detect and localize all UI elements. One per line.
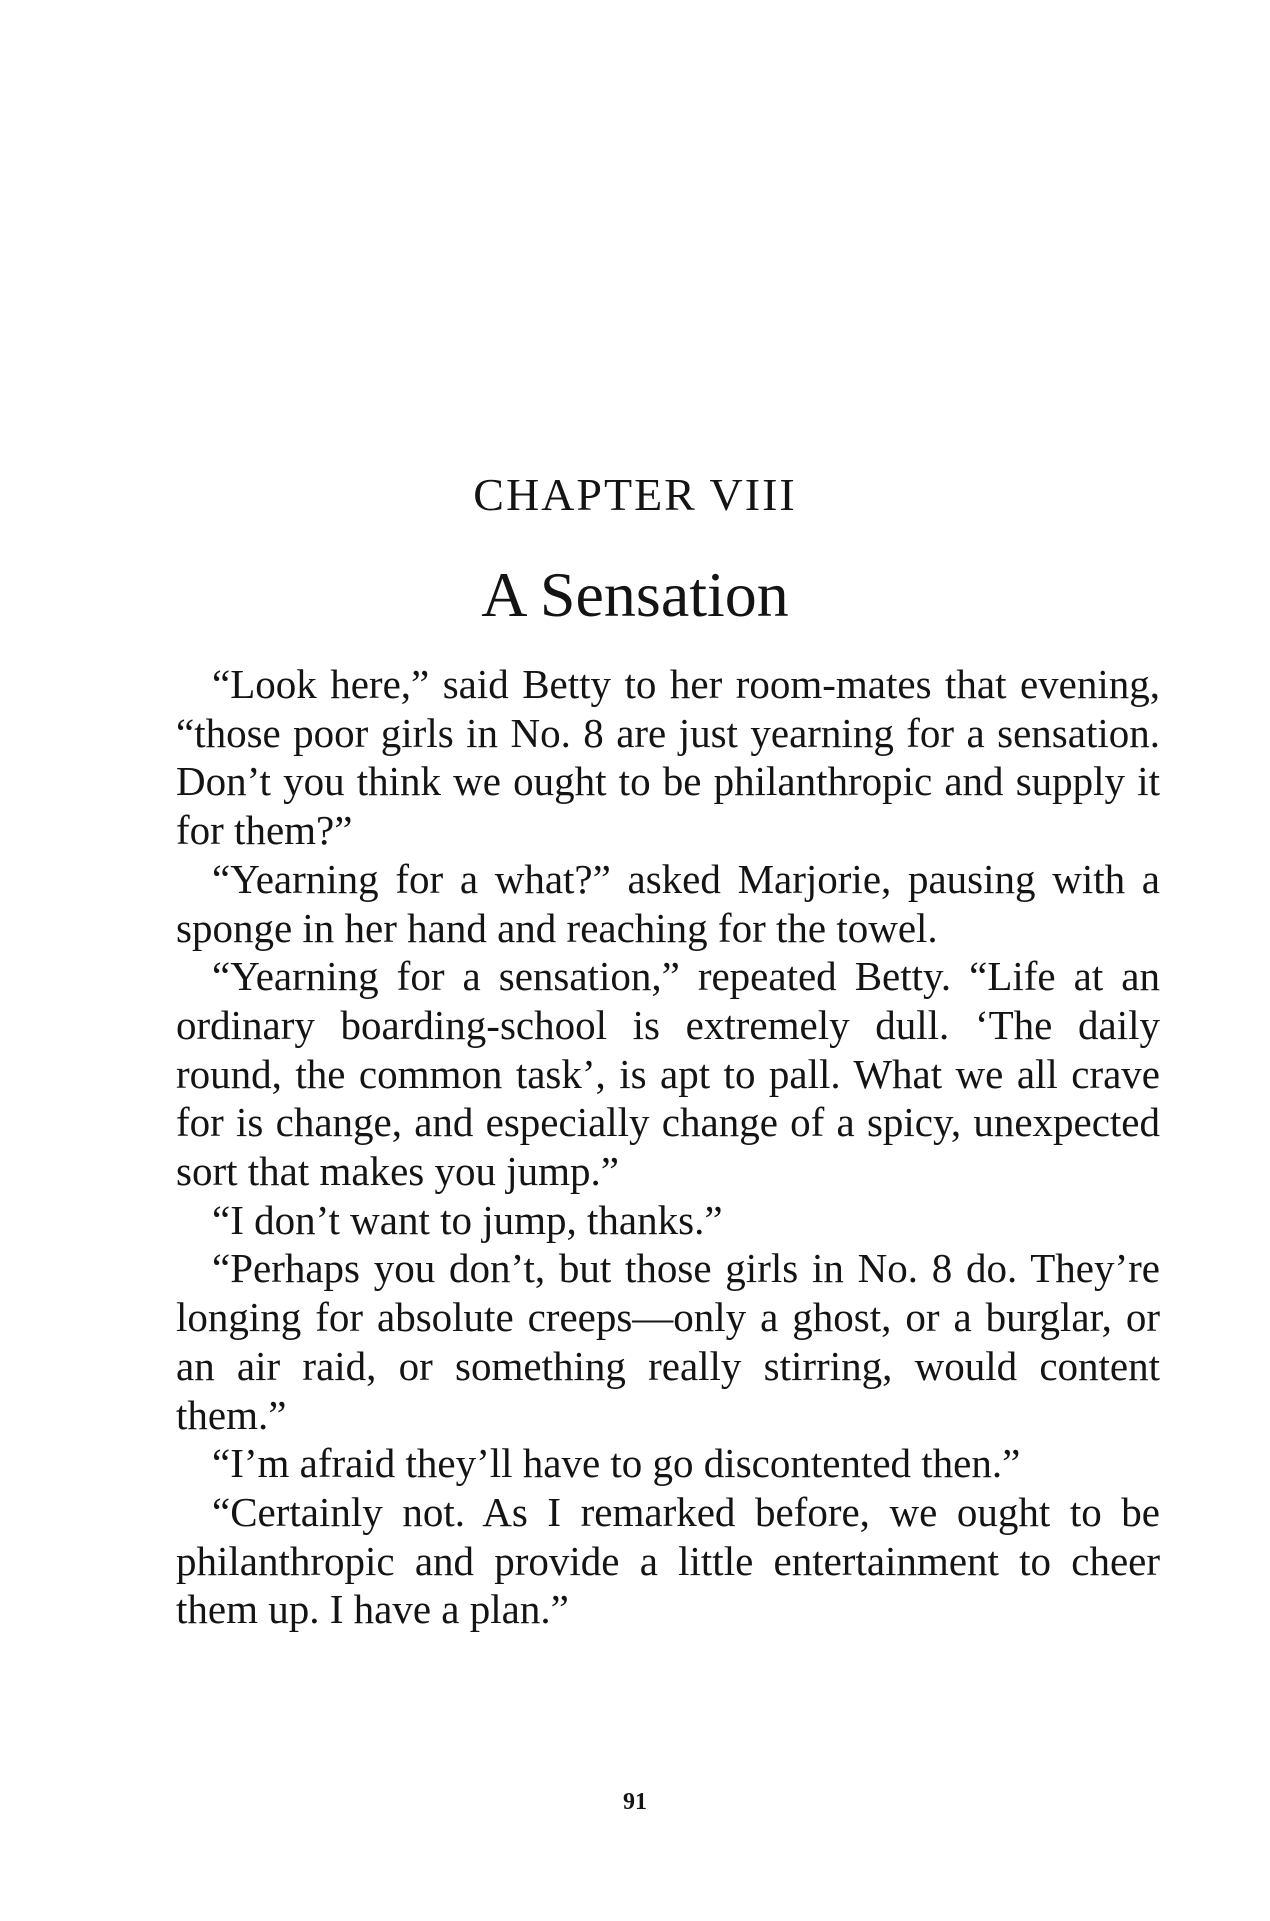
paragraph: “I don’t want to jump, thanks.” (212, 1196, 723, 1243)
chapter-number: CHAPTER VIII (473, 469, 797, 520)
paragraph: “Perhaps you don’t, but those girls in No. 8 do. They’re longing for absolute creeps—only a ghost, or a burglar, or an air raid, or something really stirring, would content them.” (176, 1245, 1160, 1438)
page-number: 91 (623, 1789, 647, 1815)
chapter-title: A Sensation (481, 559, 789, 630)
chapter-body (176, 660, 1160, 1634)
paragraph: “Look here,” said Betty to her room-mates that evening, “those poor girls in No. 8 are just yearning for a sensation. Don’t you think we ought to be philanthropic and supply it for them?” (176, 661, 1160, 854)
paragraph: “Yearning for a sensation,” repeated Betty. “Life at an ordinary boarding-school is extremely dull. ‘The daily round, the common task’, is apt to pall. What we all crave for is change, and especially change of a spicy, unexpected sort that makes you jump.” (176, 953, 1160, 1195)
paragraph: “I’m afraid they’ll have to go discontented then.” (212, 1440, 1021, 1487)
paragraph: “Certainly not. As I remarked before, we ought to be philanthropic and provide a little entertainment to cheer them up. I have a plan.” (176, 1488, 1160, 1633)
paragraph: “Yearning for a what?” asked Marjorie, pausing with a sponge in her hand and reaching for the towel. (176, 855, 1160, 951)
